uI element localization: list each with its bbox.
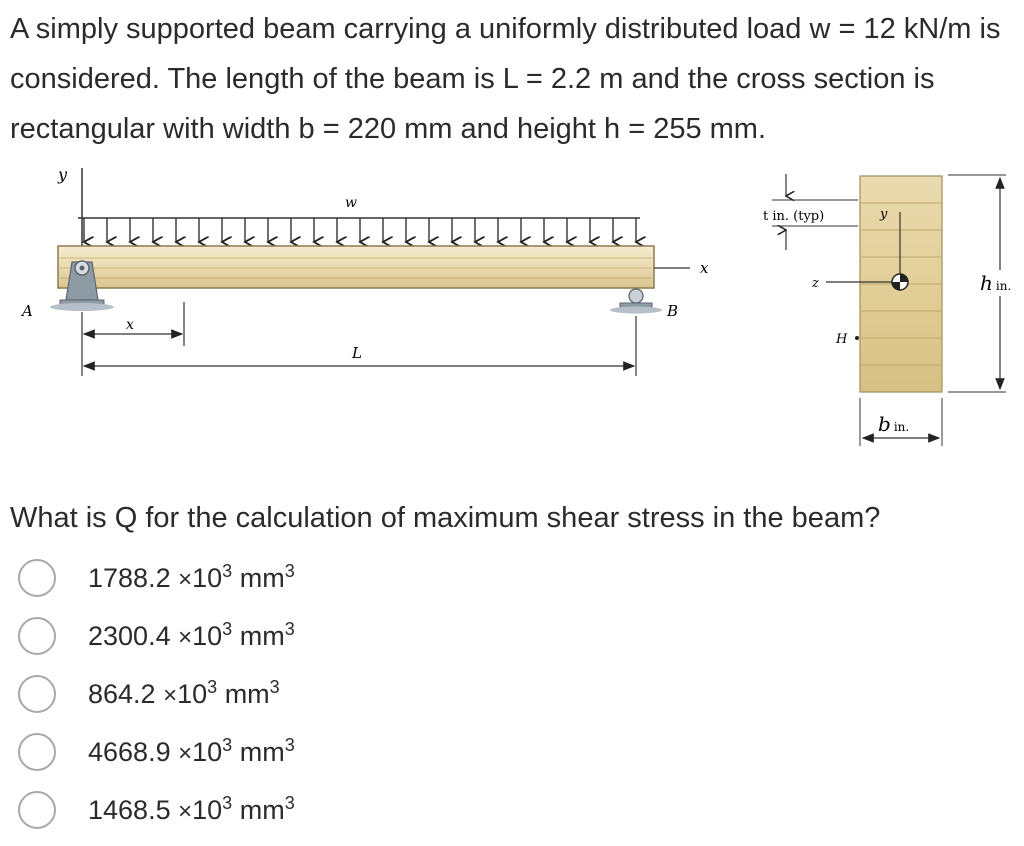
option-4[interactable]	[18, 724, 618, 780]
option-3[interactable]	[18, 666, 618, 722]
height-label: hin.	[980, 271, 1012, 295]
option-label: $1468.5 \times 10^3$ $mm^3$	[88, 792, 295, 825]
t-typ-label: t in. (typ)	[763, 209, 825, 224]
width-label: bin.	[878, 412, 910, 436]
beam	[58, 246, 654, 288]
y-axis-label: y	[58, 165, 68, 184]
dim-x-label: x	[126, 317, 134, 333]
support-b-label: B	[667, 302, 679, 320]
load-label: w	[345, 195, 357, 211]
question-text: A simply supported beam carrying a uniformly distributed load w = 12 kN/m is considered. The length of the beam is L = 2.2 m and the cross section is rectangular with width b = 220 mm and height h = 255 mm.	[10, 13, 1001, 145]
radio-button[interactable]	[18, 559, 56, 597]
radio-button[interactable]	[18, 791, 56, 829]
option-label: $864.2 \times 10^3$ $mm^3$	[88, 676, 280, 709]
option-label: $1788.2 \times 10^3$ $mm^3$	[88, 560, 295, 593]
radio-button[interactable]	[18, 617, 56, 655]
load-arrows	[84, 218, 636, 242]
dim-l-label: L	[352, 344, 362, 362]
option-1[interactable]	[18, 550, 618, 606]
radio-button[interactable]	[18, 675, 56, 713]
section-y-label: y	[880, 207, 888, 222]
option-2[interactable]	[18, 608, 618, 664]
figure-svg	[0, 158, 1024, 458]
option-label: $4668.9 \times 10^3$ $mm^3$	[88, 734, 295, 767]
option-label: $2300.4 \times 10^3$ $mm^3$	[88, 618, 295, 651]
beam-figure	[0, 158, 1024, 458]
option-5[interactable]	[18, 782, 618, 838]
section-z-label: z	[812, 276, 819, 291]
x-axis-label: x	[700, 259, 709, 277]
prompt-text: What is Q for the calculation of maximum shear stress in the beam?	[10, 502, 881, 534]
section-h-label: H	[836, 332, 848, 347]
roller-support-b	[610, 289, 662, 314]
support-a-label: A	[22, 302, 33, 320]
radio-button[interactable]	[18, 733, 56, 771]
